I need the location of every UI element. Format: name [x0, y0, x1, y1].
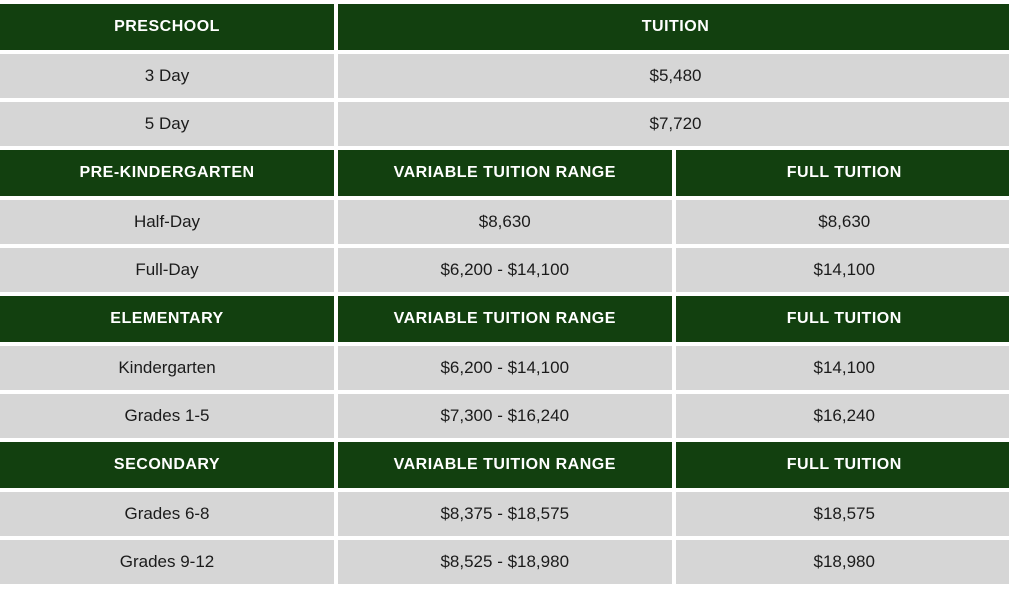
row-value-cell: $8,630 — [676, 200, 1009, 244]
table-section-header-row — [0, 150, 1009, 196]
row-value-cell: $16,240 — [676, 394, 1009, 438]
table-row — [0, 248, 1009, 292]
table-row — [0, 102, 1009, 146]
row-value-cell: $14,100 — [676, 346, 1009, 390]
table-section-header-row — [0, 296, 1009, 342]
row-value-cell: $6,200 - $14,100 — [338, 248, 676, 292]
table-row — [0, 492, 1009, 536]
section-column-header-cell: VARIABLE TUITION RANGE — [338, 442, 676, 488]
tuition-table-body — [0, 4, 1009, 584]
row-label-cell: Full-Day — [0, 248, 338, 292]
section-title-cell: ELEMENTARY — [0, 296, 338, 342]
table-row — [0, 394, 1009, 438]
row-label-cell: Grades 1-5 — [0, 394, 338, 438]
row-value-cell: $8,525 - $18,980 — [338, 540, 676, 584]
section-column-header-cell: FULL TUITION — [676, 296, 1009, 342]
row-value-cell: $8,375 - $18,575 — [338, 492, 676, 536]
table-row — [0, 200, 1009, 244]
row-value-cell: $7,300 - $16,240 — [338, 394, 676, 438]
table-section-header-row — [0, 4, 1009, 50]
row-value-cell: $8,630 — [338, 200, 676, 244]
row-value-cell: $7,720 — [338, 102, 1009, 146]
row-value-cell: $14,100 — [676, 248, 1009, 292]
row-value-cell: $6,200 - $14,100 — [338, 346, 676, 390]
section-column-header-cell: FULL TUITION — [676, 150, 1009, 196]
table-row — [0, 540, 1009, 584]
row-value-cell: $18,575 — [676, 492, 1009, 536]
section-title-cell: PRE-KINDERGARTEN — [0, 150, 338, 196]
section-title-cell: PRESCHOOL — [0, 4, 338, 50]
table-section-header-row — [0, 442, 1009, 488]
row-label-cell: 3 Day — [0, 54, 338, 98]
row-value-cell: $18,980 — [676, 540, 1009, 584]
row-label-cell: 5 Day — [0, 102, 338, 146]
table-row — [0, 346, 1009, 390]
row-label-cell: Kindergarten — [0, 346, 338, 390]
row-value-cell: $5,480 — [338, 54, 1009, 98]
table-row — [0, 54, 1009, 98]
section-column-header-cell: VARIABLE TUITION RANGE — [338, 296, 676, 342]
section-column-header-cell: FULL TUITION — [676, 442, 1009, 488]
section-column-header-cell: VARIABLE TUITION RANGE — [338, 150, 676, 196]
row-label-cell: Half-Day — [0, 200, 338, 244]
row-label-cell: Grades 6-8 — [0, 492, 338, 536]
section-column-header-cell: TUITION — [338, 4, 1009, 50]
section-title-cell: SECONDARY — [0, 442, 338, 488]
row-label-cell: Grades 9-12 — [0, 540, 338, 584]
